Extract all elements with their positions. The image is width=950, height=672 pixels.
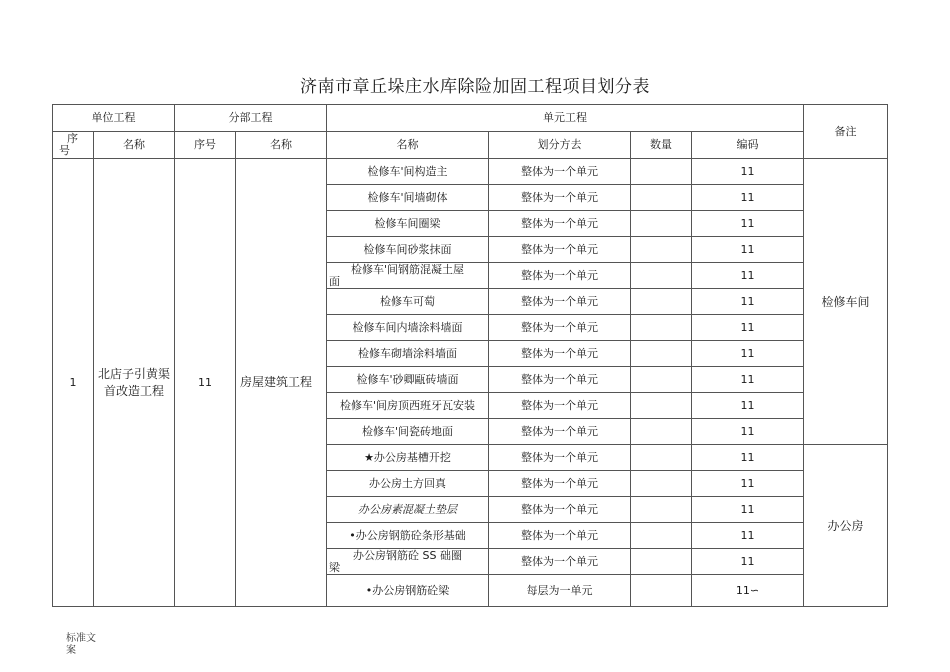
footer-line2: 案 [66, 645, 76, 656]
quantity [631, 263, 692, 289]
code: 11 [692, 185, 804, 211]
quantity [631, 419, 692, 445]
division-method: 整体为一个单元 [489, 315, 631, 341]
element-name: •办公房钢筋砼条形基础 [327, 523, 489, 549]
division-method: 整体为一个单元 [489, 549, 631, 575]
unit-name: 北店子引黄渠首改造工程 [94, 159, 175, 607]
remarks-group-1: 检修车间 [804, 159, 888, 445]
quantity [631, 575, 692, 607]
quantity [631, 341, 692, 367]
division-method: 每层为一单元 [489, 575, 631, 607]
element-name: 办公房素混凝土垫层 [327, 497, 489, 523]
code: 11 [692, 393, 804, 419]
code: 11 [692, 289, 804, 315]
division-method: 整体为一个单元 [489, 263, 631, 289]
division-method: 整体为一个单元 [489, 419, 631, 445]
division-method: 整体为一个单元 [489, 445, 631, 471]
division-method: 整体为一个单元 [489, 185, 631, 211]
division-method: 整体为一个单元 [489, 523, 631, 549]
header-unit-seq [53, 132, 94, 159]
division-method: 整体为一个单元 [489, 471, 631, 497]
code: 11 [692, 367, 804, 393]
header-seq-line1: 序 [67, 132, 78, 145]
quantity [631, 549, 692, 575]
quantity [631, 445, 692, 471]
element-name: 检修车可萄 [327, 289, 489, 315]
element-name-line1: 检修车'间钢筋混凝土屋 [350, 262, 465, 276]
code: 11 [692, 237, 804, 263]
quantity [631, 497, 692, 523]
sub-seq: 11 [175, 159, 236, 607]
table-row [53, 159, 888, 185]
quantity [631, 471, 692, 497]
header-row-1 [53, 105, 888, 132]
element-name [327, 263, 489, 289]
code: 11 [692, 263, 804, 289]
quantity [631, 237, 692, 263]
element-name-line1: 办公房钢筋砼 SS 础圈 [353, 548, 462, 562]
code: 11 [692, 159, 804, 185]
element-name: 检修车间内墙涂料墙面 [327, 315, 489, 341]
code: 11 [692, 445, 804, 471]
element-name: •办公房钢筋砼梁 [327, 575, 489, 607]
division-method: 整体为一个单元 [489, 497, 631, 523]
header-sub-name: 名称 [236, 132, 327, 159]
header-row-2 [53, 132, 888, 159]
quantity [631, 393, 692, 419]
code: 11 [692, 549, 804, 575]
quantity [631, 367, 692, 393]
element-name: 检修车'间墙砌体 [327, 185, 489, 211]
quantity [631, 185, 692, 211]
code: 11∽ [692, 575, 804, 607]
element-name [327, 549, 489, 575]
code: 11 [692, 497, 804, 523]
element-name: 检修车'间构造主 [327, 159, 489, 185]
element-name-line2: 面 [329, 274, 340, 288]
quantity [631, 159, 692, 185]
code: 11 [692, 341, 804, 367]
unit-seq: 1 [53, 159, 94, 607]
header-quantity: 数量 [631, 132, 692, 159]
quantity [631, 289, 692, 315]
division-method: 整体为一个单元 [489, 341, 631, 367]
page-title: 济南市章丘垛庄水库除险加固工程项目划分表 [300, 77, 650, 97]
header-element-project: 单元工程 [327, 105, 804, 132]
quantity [631, 315, 692, 341]
code: 11 [692, 523, 804, 549]
project-division-table [52, 104, 888, 607]
code: 11 [692, 419, 804, 445]
element-name: 办公房土方回真 [327, 471, 489, 497]
division-method: 整体为一个单元 [489, 211, 631, 237]
footer-line1: 标准文 [66, 633, 96, 644]
quantity [631, 523, 692, 549]
division-method: 整体为一个单元 [489, 393, 631, 419]
code: 11 [692, 471, 804, 497]
header-remarks: 备注 [804, 105, 888, 159]
element-name: 检修车间砂浆抹面 [327, 237, 489, 263]
footer-label [66, 633, 106, 657]
division-method: 整体为一个单元 [489, 289, 631, 315]
header-sub-project: 分部工程 [175, 105, 327, 132]
element-name: ★办公房基槽开挖 [327, 445, 489, 471]
header-element-name: 名称 [327, 132, 489, 159]
header-code: 编码 [692, 132, 804, 159]
quantity [631, 211, 692, 237]
division-method: 整体为一个单元 [489, 159, 631, 185]
header-division-method: 划分方去 [489, 132, 631, 159]
header-unit-project: 单位工程 [53, 105, 175, 132]
division-method: 整体为一个单元 [489, 237, 631, 263]
division-method: 整体为一个单元 [489, 367, 631, 393]
header-sub-seq: 序号 [175, 132, 236, 159]
element-name: 检修车间圈梁 [327, 211, 489, 237]
element-name: 检修车'间瓷砖地面 [327, 419, 489, 445]
code: 11 [692, 211, 804, 237]
element-name: 检修车'间房顶西班牙瓦安装 [327, 393, 489, 419]
code: 11 [692, 315, 804, 341]
remarks-group-2: 办公房 [804, 445, 888, 607]
header-seq-line2: 号 [59, 144, 70, 157]
element-name: 检修车'砂卿甌砖墙面 [327, 367, 489, 393]
header-unit-name: 名称 [94, 132, 175, 159]
element-name-line2: 梁 [329, 560, 340, 574]
element-name: 检修车砌墙涂料墙面 [327, 341, 489, 367]
sub-name: 房屋建筑工程 [236, 159, 327, 607]
